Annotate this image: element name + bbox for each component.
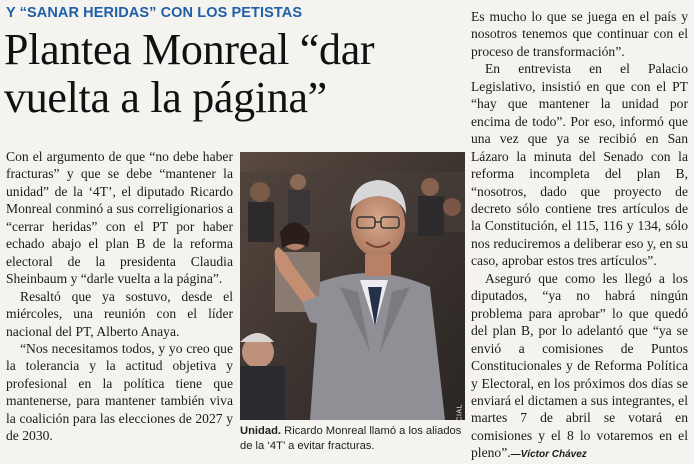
left-column <box>6 148 233 445</box>
byline: —Víctor Chávez <box>510 449 587 461</box>
paragraph: Con el argumento de que “no debe haber fracturas” y que se debe “mantener la unidad” de la ‘4T’, el diputado Ricardo Monreal conminó a sus correligionarios a “cerrar heridas” con el PT por haber echado abajo el plan B de la reforma electoral de la presidenta Claudia Sheinbaum y “darle vuelta a la página”. <box>6 149 233 287</box>
paragraph-text: Aseguró que como les llegó a los diputados, “ya no habrá ningún problema para aprobar” lo que quedó del plan B, por lo adelantó que “ya se envió a comisiones de Puntos Constitucionales y de Reforma Política y Electoral, en los próximos dos días se enviará el dictamen a sus integrantes, el martes 7 de abril se votará en comisiones y el 8 lo votaremos en el pleno”. <box>471 270 688 461</box>
photo-credit: ESPECIAL <box>456 404 463 443</box>
right-column <box>471 8 688 464</box>
paragraph: Es mucho lo que se juega en el país y nosotros tenemos que continuar con el proceso de transformación”. <box>471 9 688 59</box>
headline: Plantea Monreal “dar vuelta a la página” <box>4 25 375 122</box>
kicker: Y “SANAR HERIDAS” CON LOS PETISTAS <box>6 5 303 21</box>
paragraph: En entrevista en el Palacio Legislativo, insistió en que con el PT “hay que mantener la unidad por encima de todo”. Por eso, informó que una vez que ya se recibió en San Lázaro la minuta del Senado con la reforma incompleta del plan B, “nosotros, dado que proyecto de decreto sólo contiene tres artículos de la Constitución, el 115, 116 y 134, sólo nos reduciremos a deliberar eso y, en su caso, aprobar estos tres artículos”. <box>471 61 688 269</box>
paragraph: Resaltó que ya sostuvo, desde el miércoles, una reunión con el líder nacional del PT, Alberto Anaya. <box>6 288 233 339</box>
caption-text: Ricardo Monreal llamó a los aliados de la ‘4T’ a evitar fracturas. <box>240 425 462 452</box>
paragraph: “Nos necesitamos todos, y yo creo que la tolerancia y la actitud objetiva y profesional en la política tiene que mantenerse, para mantener también viva la coalición para las elecciones de 2027 y de 2030. <box>6 340 233 444</box>
photo-caption <box>240 424 466 454</box>
paragraph <box>471 270 688 464</box>
photo-illustration <box>240 152 465 420</box>
caption-label: Unidad. <box>240 425 282 437</box>
